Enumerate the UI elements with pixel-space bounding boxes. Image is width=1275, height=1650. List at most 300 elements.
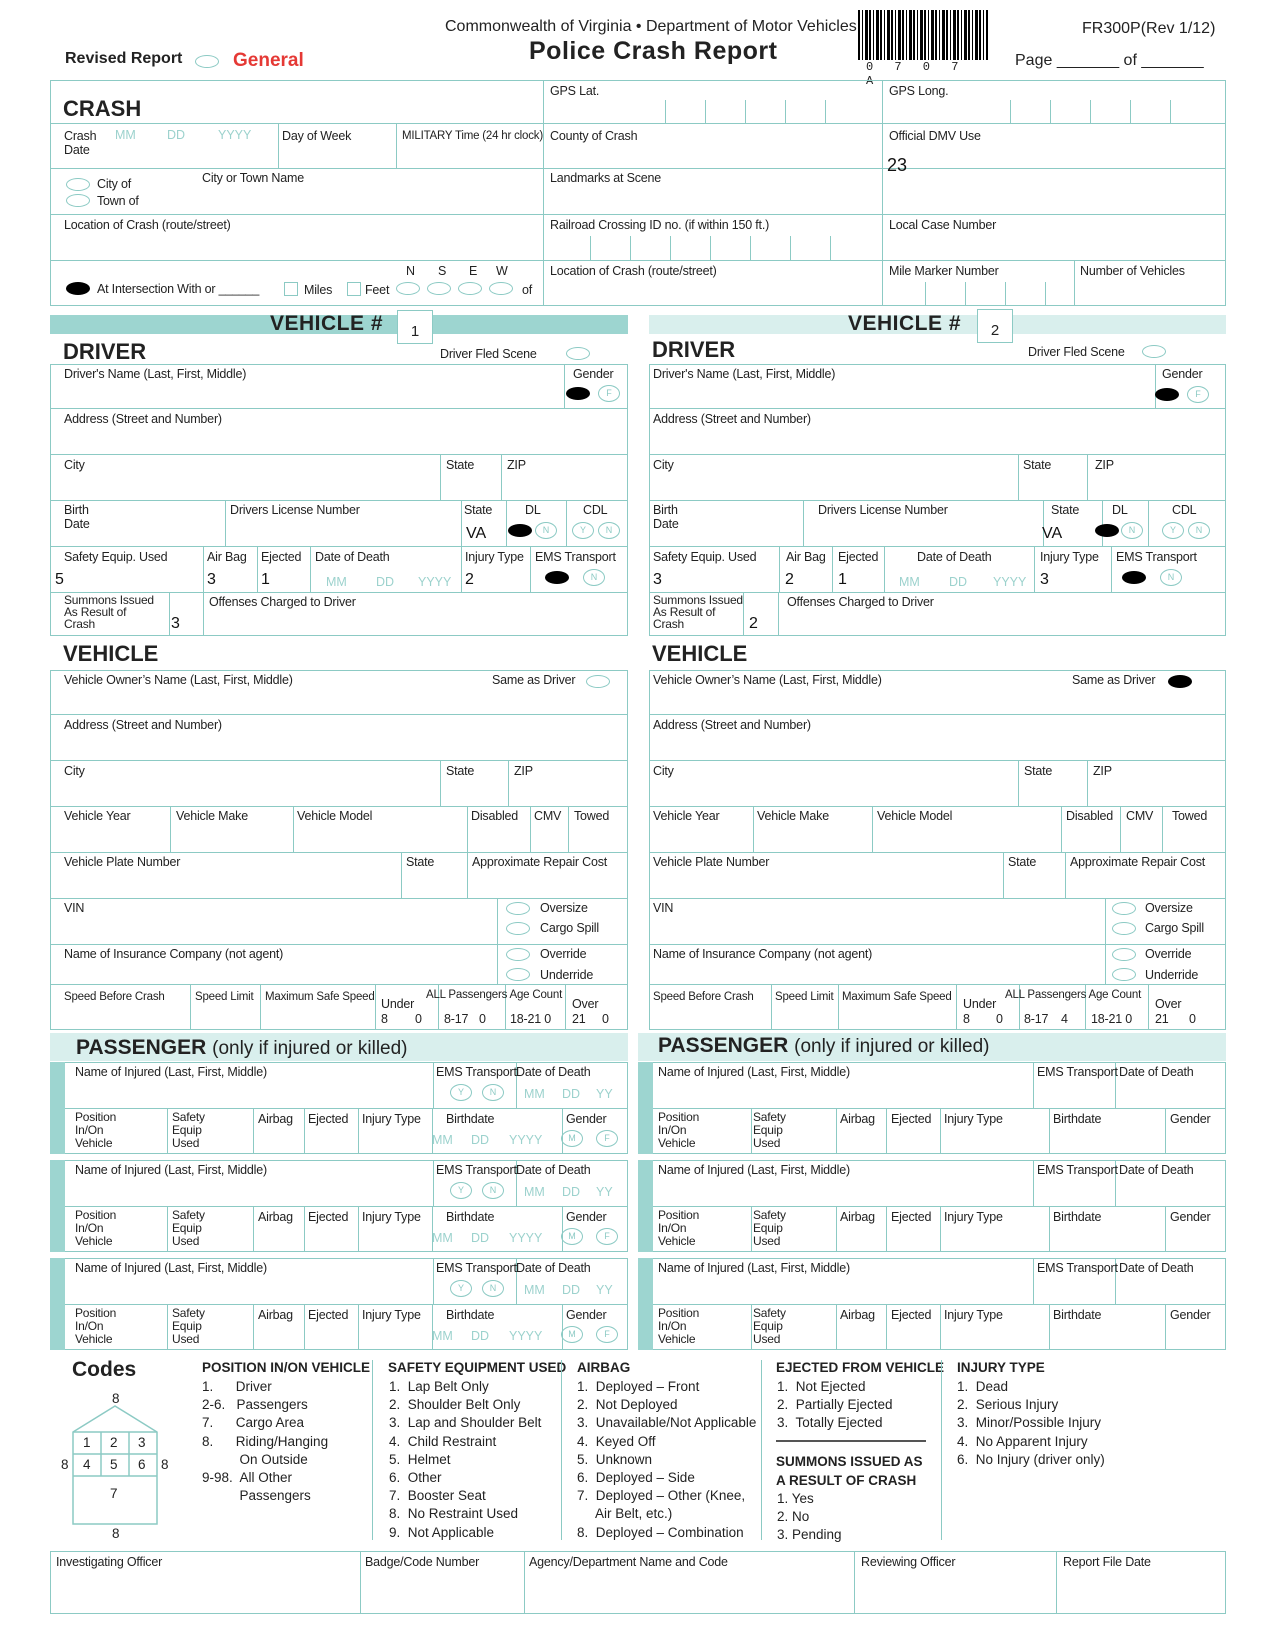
passenger-left-3-ems-y[interactable]: Y xyxy=(450,1280,472,1297)
west-radio[interactable] xyxy=(489,282,513,295)
passenger-right-3-col-divider xyxy=(1049,1304,1050,1350)
driver-1-dl-state: VA xyxy=(466,525,487,542)
driver-2-title: DRIVER xyxy=(652,337,736,362)
passenger-right-2-col-divider xyxy=(751,1206,752,1252)
vehicle-2-insurance-label: Name of Insurance Company (not agent) xyxy=(653,947,873,961)
passenger-left-2-name-label: Name of Injured (Last, First, Middle) xyxy=(75,1163,267,1177)
passenger-left-1-col-divider xyxy=(304,1108,305,1154)
passenger-left-3-death-label: Date of Death xyxy=(516,1261,591,1275)
passenger-right-2-name-label: Name of Injured (Last, First, Middle) xyxy=(658,1163,850,1177)
summons-codes-list: 1. Yes 2. No 3. Pending xyxy=(777,1491,842,1543)
vehicle-2-underride-radio[interactable] xyxy=(1112,968,1136,981)
vehicle-2-speed-limit-label: Speed Limit xyxy=(775,991,834,1003)
driver-2-gender-label: Gender xyxy=(1162,367,1203,381)
vehicle-1-city-label: City xyxy=(64,764,85,778)
ejected-codes-heading: EJECTED FROM VEHICLE xyxy=(776,1360,945,1375)
east-label: E xyxy=(469,264,478,278)
county-label: County of Crash xyxy=(550,129,638,143)
vehicle-2-speed-before-label: Speed Before Crash xyxy=(653,991,754,1003)
passenger-left-2-stripe xyxy=(50,1160,65,1252)
diagram-seat-7: 7 xyxy=(110,1486,118,1501)
passenger-right-1-death-label: Date of Death xyxy=(1119,1065,1194,1079)
vehicle-2-section-title: VEHICLE xyxy=(652,641,748,666)
driver-1-ems-n[interactable]: N xyxy=(583,569,605,586)
driver-1-ejected-label: Ejected xyxy=(261,550,302,564)
vehicle-2-number[interactable]: 2 xyxy=(977,309,1013,343)
driver-2-airbag: 2 xyxy=(785,571,794,588)
vehicle-1-cargo-radio[interactable] xyxy=(506,922,530,935)
passenger-right-2-airbag-label: Airbag xyxy=(840,1210,875,1224)
passenger-right-1-col-divider xyxy=(836,1108,837,1154)
driver-2-gender-m[interactable] xyxy=(1155,388,1179,401)
passenger-left-1-gender-m[interactable]: M xyxy=(561,1130,583,1147)
vehicle-1-state-label: State xyxy=(446,764,475,778)
railroad-label: Railroad Crossing ID no. (if within 150 ft.) xyxy=(550,218,770,232)
passenger-left-1-col-divider xyxy=(432,1108,433,1154)
vehicle-1-override-label: Override xyxy=(540,947,587,961)
passenger-left-1-gender-f[interactable]: F xyxy=(596,1130,618,1147)
passenger-right-2-ejected-label: Ejected xyxy=(891,1210,932,1224)
passenger-right-3-stripe xyxy=(638,1258,653,1350)
at-intersection-label: At Intersection With or ______ xyxy=(97,282,260,296)
passenger-left-1-airbag-label: Airbag xyxy=(258,1112,293,1126)
driver-1-fled-radio[interactable] xyxy=(566,347,590,360)
passenger-right-3-airbag-label: Airbag xyxy=(840,1308,875,1322)
safety-codes-heading: SAFETY EQUIPMENT USED xyxy=(388,1360,567,1375)
vehicle-1-plate-label: Vehicle Plate Number xyxy=(64,855,181,869)
vehicle-2-under-label: Under xyxy=(963,997,997,1011)
passenger-left-1-name-label: Name of Injured (Last, First, Middle) xyxy=(75,1065,267,1079)
vehicle-1-under-count: 0 xyxy=(415,1012,422,1026)
passenger-left-1-ems-label: EMS Transport xyxy=(436,1065,517,1079)
passenger-left-3-gender-label: Gender xyxy=(566,1308,607,1322)
reviewing-officer-label: Reviewing Officer xyxy=(861,1555,956,1569)
passenger-left-2-death-mm: MM xyxy=(524,1185,545,1199)
driver-1-airbag-label: Air Bag xyxy=(207,550,247,564)
gps-lat-label: GPS Lat. xyxy=(550,84,600,98)
vehicle-1-vin-label: VIN xyxy=(64,901,85,915)
driver-1-dl-label: DL xyxy=(525,503,541,517)
passenger-right-1-col-divider xyxy=(1033,1062,1034,1108)
mile-marker-label: Mile Marker Number xyxy=(889,264,999,278)
passenger-left-2-gender-f[interactable]: F xyxy=(596,1228,618,1245)
passenger-left-3-safety-label: Safety Equip Used xyxy=(172,1306,205,1346)
vehicle-1-model-label: Vehicle Model xyxy=(297,809,373,823)
vehicle-2-over-label: Over xyxy=(1155,997,1182,1011)
passenger-right-3-gender-label: Gender xyxy=(1170,1308,1211,1322)
vehicle-2-under-age: 8 xyxy=(963,1012,970,1026)
driver-2-injury-label: Injury Type xyxy=(1040,550,1099,564)
passenger-1-title-text: PASSENGER xyxy=(76,1036,207,1059)
landmarks-label: Landmarks at Scene xyxy=(550,171,662,185)
passenger-right-2-ems-label: EMS Transport xyxy=(1037,1163,1118,1177)
miles-checkbox[interactable] xyxy=(284,282,298,296)
driver-2-ejected: 1 xyxy=(838,571,847,588)
passenger-right-3-safety-label: Safety Equip Used xyxy=(753,1306,786,1346)
diagram-seat-1: 1 xyxy=(83,1435,91,1450)
driver-1-summons-label: Summons Issued As Result of Crash xyxy=(64,593,154,631)
at-intersection-radio[interactable] xyxy=(66,282,90,295)
passenger-2-title xyxy=(658,1034,990,1058)
passenger-left-2-col-divider xyxy=(562,1206,563,1252)
vehicle-2-over-count: 0 xyxy=(1189,1012,1196,1026)
passenger-left-3-stripe xyxy=(50,1258,65,1350)
passenger-left-1-ems-n[interactable]: N xyxy=(482,1084,504,1101)
driver-2-zip-label: ZIP xyxy=(1095,458,1114,472)
airbag-codes-list: 1. Deployed – Front 2. Not Deployed 3. Unavailable/Not Applicable 4. Keyed Off 5. Unknown 6. Deployed – Side 7. Deployed – Other (Knee, Air Belt, etc.) 8. Deployed – Combination xyxy=(577,1379,757,1540)
driver-1-ems-y[interactable] xyxy=(545,571,569,584)
vehicle-1-title: VEHICLE # xyxy=(270,312,384,335)
driver-2-death-yyyy: YYYY xyxy=(993,575,1027,589)
town-of-radio[interactable] xyxy=(66,194,90,207)
crash-date-mm: MM xyxy=(115,128,136,142)
driver-2-offenses-label: Offenses Charged to Driver xyxy=(787,595,934,609)
vehicle-2-oversize-radio[interactable] xyxy=(1112,902,1136,915)
passenger-2-title-text: PASSENGER xyxy=(658,1034,789,1057)
passenger-left-3-ejected-label: Ejected xyxy=(308,1308,349,1322)
diagram-bottom: 8 xyxy=(112,1526,120,1541)
vehicle-1-underride-radio[interactable] xyxy=(506,968,530,981)
driver-1-death-label: Date of Death xyxy=(315,550,390,564)
vehicle-2-plate-label: Vehicle Plate Number xyxy=(653,855,770,869)
passenger-left-1-birth-mm: MM xyxy=(432,1133,453,1147)
vehicle-1-repair-label: Approximate Repair Cost xyxy=(472,855,608,869)
driver-1-cdl-n[interactable]: N xyxy=(598,522,620,539)
injury-codes-list: 1. Dead 2. Serious Injury 3. Minor/Possible Injury 4. No Apparent Injury 6. No Injury (driver only) xyxy=(957,1379,1105,1467)
passenger-right-2-stripe xyxy=(638,1160,653,1252)
barcode xyxy=(858,10,988,60)
driver-2-dl-state-label: State xyxy=(1051,503,1080,517)
vehicle-1-oversize-radio[interactable] xyxy=(506,902,530,915)
passenger-left-2-birth-mm: MM xyxy=(432,1231,453,1245)
passenger-left-1-col-divider xyxy=(433,1062,434,1108)
airbag-codes-heading: AIRBAG xyxy=(577,1360,631,1375)
revised-report-radio[interactable] xyxy=(195,55,219,68)
vehicle-2-vin-label: VIN xyxy=(653,901,674,915)
crash-date-yyyy: YYYY xyxy=(218,128,252,142)
driver-2-ems-y[interactable] xyxy=(1122,571,1146,584)
vehicle-2-year-label: Vehicle Year xyxy=(653,809,720,823)
day-of-week-label: Day of Week xyxy=(282,129,352,143)
vehicle-1-plate-state-label: State xyxy=(406,855,435,869)
passenger-right-2-col-divider xyxy=(940,1206,941,1252)
vehicle-2-zip-label: ZIP xyxy=(1093,764,1112,778)
driver-2-death-dd: DD xyxy=(949,575,968,589)
driver-2-ejected-label: Ejected xyxy=(838,550,879,564)
passenger-left-2-injury-label: Injury Type xyxy=(362,1210,421,1224)
vehicle-1-over-label: Over xyxy=(572,997,599,1011)
driver-1-ems-label: EMS Transport xyxy=(535,550,616,564)
barcode-text: 0 7 0 7 A xyxy=(866,60,986,88)
feet-label: Feet xyxy=(365,283,390,297)
vehicle-2-1821-count: 18-21 0 xyxy=(1091,1012,1132,1026)
passenger-left-2-col-divider xyxy=(253,1206,254,1252)
num-vehicles-label: Number of Vehicles xyxy=(1080,264,1185,278)
passenger-right-3-col-divider xyxy=(836,1304,837,1350)
passenger-left-3-col-divider xyxy=(167,1304,168,1350)
passenger-left-1-col-divider xyxy=(167,1108,168,1154)
passenger-right-2-birthdate-label: Birthdate xyxy=(1053,1210,1102,1224)
passenger-2-note: (only if injured or killed) xyxy=(794,1036,990,1057)
passenger-right-1-col-divider xyxy=(1165,1108,1166,1154)
passenger-right-1-ejected-label: Ejected xyxy=(891,1112,932,1126)
passenger-right-1-ems-label: EMS Transport xyxy=(1037,1065,1118,1079)
passenger-left-2-ems-label: EMS Transport xyxy=(436,1163,517,1177)
diagram-left: 8 xyxy=(61,1457,69,1472)
driver-1-injury: 2 xyxy=(465,571,474,588)
driver-1-address-label: Address (Street and Number) xyxy=(64,412,222,426)
vehicle-2-cargo-radio[interactable] xyxy=(1112,922,1136,935)
city-of-label: City of xyxy=(97,177,132,191)
vehicle-2-under-count: 0 xyxy=(996,1012,1003,1026)
gps-long-label: GPS Long. xyxy=(889,84,949,98)
vehicle-2-underride-label: Underride xyxy=(1145,968,1199,982)
passenger-left-3-injury-label: Injury Type xyxy=(362,1308,421,1322)
passenger-left-2-ejected-label: Ejected xyxy=(308,1210,349,1224)
driver-1-gender-f[interactable]: F xyxy=(598,385,620,402)
passenger-right-1-safety-label: Safety Equip Used xyxy=(753,1110,786,1150)
driver-2-ems-n[interactable]: N xyxy=(1160,569,1182,586)
passenger-right-1-injury-label: Injury Type xyxy=(944,1112,1003,1126)
vehicle-2-over-age: 21 xyxy=(1155,1012,1169,1026)
vehicle-2-same-label: Same as Driver xyxy=(1072,673,1156,687)
passenger-left-3-gender-m[interactable]: M xyxy=(561,1326,583,1343)
driver-1-title: DRIVER xyxy=(63,339,147,364)
passenger-right-1-stripe xyxy=(638,1062,653,1154)
driver-2-dl-n[interactable]: N xyxy=(1121,522,1143,539)
passenger-right-3-col-divider xyxy=(886,1304,887,1350)
driver-1-zip-label: ZIP xyxy=(507,458,526,472)
vehicle-1-insurance-label: Name of Insurance Company (not agent) xyxy=(64,947,284,961)
passenger-left-2-col-divider xyxy=(433,1160,434,1206)
vehicle-2-title: VEHICLE # xyxy=(848,312,962,335)
passenger-left-2-col-divider xyxy=(358,1206,359,1252)
form-id: FR300P(Rev 1/12) xyxy=(1082,20,1216,37)
vehicle-1-cargo-label: Cargo Spill xyxy=(540,921,599,935)
crash-section-title: CRASH xyxy=(63,96,142,121)
driver-2-cdl-y[interactable]: Y xyxy=(1162,522,1184,539)
ejected-codes-list: 1. Not Ejected 2. Partially Ejected 3. Totally Ejected xyxy=(777,1379,893,1431)
investigating-officer-label: Investigating Officer xyxy=(56,1555,163,1569)
driver-2-ems-label: EMS Transport xyxy=(1116,550,1197,564)
vehicle-2-max-safe-label: Maximum Safe Speed xyxy=(842,991,952,1003)
report-file-date-label: Report File Date xyxy=(1063,1555,1151,1569)
driver-2-injury: 3 xyxy=(1040,571,1049,588)
passenger-left-3-death-mm: MM xyxy=(524,1283,545,1297)
passenger-right-3-col-divider xyxy=(1165,1304,1166,1350)
driver-1-birthdate-label: Birth Date xyxy=(64,503,90,531)
passenger-left-2-col-divider xyxy=(432,1206,433,1252)
location2-label: Location of Crash (route/street) xyxy=(550,264,717,278)
driver-1-dl-n[interactable]: N xyxy=(535,522,557,539)
passenger-left-2-position-label: Position In/On Vehicle xyxy=(75,1208,117,1248)
driver-1-city-label: City xyxy=(64,458,85,472)
driver-2-death-mm: MM xyxy=(899,575,920,589)
vehicle-1-underride-label: Underride xyxy=(540,968,594,982)
passenger-right-1-birthdate-label: Birthdate xyxy=(1053,1112,1102,1126)
passenger-left-1-birthdate-label: Birthdate xyxy=(446,1112,495,1126)
vehicle-1-1821-count: 18-21 0 xyxy=(510,1012,551,1026)
passenger-right-1-airbag-label: Airbag xyxy=(840,1112,875,1126)
driver-1-cdl-y[interactable]: Y xyxy=(572,522,594,539)
agency-label: Agency/Department Name and Code xyxy=(529,1555,728,1569)
passenger-right-2-col-divider xyxy=(836,1206,837,1252)
passenger-left-1-injury-label: Injury Type xyxy=(362,1112,421,1126)
driver-2-summons: 2 xyxy=(749,615,758,632)
vehicle-1-override-radio[interactable] xyxy=(506,948,530,961)
passenger-left-3-col-divider xyxy=(433,1258,434,1304)
page-title: Police Crash Report xyxy=(529,37,778,65)
driver-2-safety-label: Safety Equip. Used xyxy=(653,550,757,564)
passenger-left-1-gender-label: Gender xyxy=(566,1112,607,1126)
driver-1-offenses-label: Offenses Charged to Driver xyxy=(209,595,356,609)
vehicle-1-make-label: Vehicle Make xyxy=(176,809,248,823)
driver-1-airbag: 3 xyxy=(207,571,216,588)
passenger-left-2-col-divider xyxy=(167,1206,168,1252)
passenger-left-2-gender-m[interactable]: M xyxy=(561,1228,583,1245)
driver-1-gender-label: Gender xyxy=(573,367,614,381)
passenger-right-1-position-label: Position In/On Vehicle xyxy=(658,1110,700,1150)
miles-label: Miles xyxy=(304,283,333,297)
driver-1-cdl-label: CDL xyxy=(583,503,608,517)
of-label: of xyxy=(522,283,533,297)
vehicle-1-disabled-label: Disabled xyxy=(471,809,519,823)
passenger-1-title xyxy=(76,1036,408,1060)
vehicle-1-under-age: 8 xyxy=(381,1012,388,1026)
vehicle-2-override-radio[interactable] xyxy=(1112,948,1136,961)
passenger-right-3-death-label: Date of Death xyxy=(1119,1261,1194,1275)
driver-1-fled-label: Driver Fled Scene xyxy=(440,347,537,361)
passenger-left-1-ejected-label: Ejected xyxy=(308,1112,349,1126)
vehicle-1-address-label: Address (Street and Number) xyxy=(64,718,222,732)
passenger-left-3-birthdate-label: Birthdate xyxy=(446,1308,495,1322)
passenger-left-3-col-divider xyxy=(562,1304,563,1350)
north-label: N xyxy=(406,264,415,278)
vehicle-1-same-radio[interactable] xyxy=(586,675,610,688)
vehicle-2-state-label: State xyxy=(1024,764,1053,778)
passenger-left-2-airbag-label: Airbag xyxy=(258,1210,293,1224)
passenger-left-2-gender-label: Gender xyxy=(566,1210,607,1224)
passenger-left-2-death-label: Date of Death xyxy=(516,1163,591,1177)
passenger-left-1-safety-label: Safety Equip Used xyxy=(172,1110,205,1150)
vehicle-1-same-label: Same as Driver xyxy=(492,673,576,687)
passenger-left-3-gender-f[interactable]: F xyxy=(596,1326,618,1343)
vehicle-1-817-count: 0 xyxy=(479,1012,486,1026)
passenger-right-3-name-label: Name of Injured (Last, First, Middle) xyxy=(658,1261,850,1275)
vehicle-2-owner-label: Vehicle Owner’s Name (Last, First, Middle) xyxy=(653,673,882,687)
driver-2-dl-number-label: Drivers License Number xyxy=(818,503,948,517)
east-radio[interactable] xyxy=(458,282,482,295)
passenger-right-3-col-divider xyxy=(1033,1258,1034,1304)
driver-2-birthdate-label: Birth Date xyxy=(653,503,679,531)
driver-1-death-dd: DD xyxy=(376,575,395,589)
report-type: General xyxy=(233,50,304,71)
driver-1-dl-y[interactable] xyxy=(508,524,532,537)
south-radio[interactable] xyxy=(427,282,451,295)
diagram-top: 8 xyxy=(112,1391,120,1406)
passenger-right-2-col-divider xyxy=(886,1206,887,1252)
passenger-left-3-death-yy: YY xyxy=(596,1283,613,1297)
passenger-left-2-ems-y[interactable]: Y xyxy=(450,1182,472,1199)
driver-2-gender-f[interactable]: F xyxy=(1187,386,1209,403)
passenger-left-2-death-yy: YY xyxy=(596,1185,613,1199)
passenger-left-3-ems-n[interactable]: N xyxy=(482,1280,504,1297)
official-dmv-label: Official DMV Use xyxy=(889,129,981,143)
passenger-left-1-death-yy: YY xyxy=(596,1087,613,1101)
driver-2-dl-label: DL xyxy=(1112,503,1128,517)
passenger-left-1-col-divider xyxy=(358,1108,359,1154)
driver-2-cdl-label: CDL xyxy=(1172,503,1197,517)
driver-2-airbag-label: Air Bag xyxy=(786,550,826,564)
crash-date-label: Crash Date xyxy=(64,129,97,157)
vehicle-1-number[interactable]: 1 xyxy=(397,310,433,344)
vehicle-2-same-radio[interactable] xyxy=(1168,675,1192,688)
passenger-right-2-col-divider xyxy=(1033,1160,1034,1206)
south-label: S xyxy=(438,264,447,278)
passenger-left-3-col-divider xyxy=(432,1304,433,1350)
driver-2-cdl-n[interactable]: N xyxy=(1188,522,1210,539)
driver-1-summons: 3 xyxy=(171,615,180,632)
vehicle-2-cargo-label: Cargo Spill xyxy=(1145,921,1204,935)
driver-2-death-label: Date of Death xyxy=(917,550,992,564)
passenger-left-2-col-divider xyxy=(304,1206,305,1252)
passenger-left-3-col-divider xyxy=(358,1304,359,1350)
passenger-left-1-position-label: Position In/On Vehicle xyxy=(75,1110,117,1150)
vehicle-1-cmv-label: CMV xyxy=(534,809,562,823)
passenger-right-1-col-divider xyxy=(1049,1108,1050,1154)
passenger-right-2-gender-label: Gender xyxy=(1170,1210,1211,1224)
passenger-left-1-ems-y[interactable]: Y xyxy=(450,1084,472,1101)
vehicle-2-repair-label: Approximate Repair Cost xyxy=(1070,855,1206,869)
passenger-left-3-airbag-label: Airbag xyxy=(258,1308,293,1322)
passenger-left-2-ems-n[interactable]: N xyxy=(482,1182,504,1199)
vehicle-1-over-age: 21 xyxy=(572,1012,586,1026)
passenger-left-3-name-label: Name of Injured (Last, First, Middle) xyxy=(75,1261,267,1275)
city-of-radio[interactable] xyxy=(66,178,90,191)
vehicle-1-speed-before-label: Speed Before Crash xyxy=(64,991,165,1003)
passenger-left-1-death-mm: MM xyxy=(524,1087,545,1101)
driver-2-dl-y[interactable] xyxy=(1095,524,1119,537)
passenger-left-2-safety-label: Safety Equip Used xyxy=(172,1208,205,1248)
driver-1-injury-label: Injury Type xyxy=(465,550,524,564)
driver-2-name-label: Driver's Name (Last, First, Middle) xyxy=(653,367,836,381)
passenger-right-3-birthdate-label: Birthdate xyxy=(1053,1308,1102,1322)
passenger-left-2-birth-yyyy: YYYY xyxy=(509,1231,543,1245)
passenger-left-3-divider xyxy=(65,1304,628,1305)
vehicle-1-section-title: VEHICLE xyxy=(63,641,159,666)
passenger-right-3-col-divider xyxy=(940,1304,941,1350)
driver-1-death-mm: MM xyxy=(326,575,347,589)
north-radio[interactable] xyxy=(396,282,420,295)
diagram-right: 8 xyxy=(161,1457,169,1472)
passenger-left-2-death-dd: DD xyxy=(562,1185,581,1199)
diagram-seat-5: 5 xyxy=(110,1457,118,1472)
vehicle-1-speed-limit-label: Speed Limit xyxy=(195,991,254,1003)
feet-checkbox[interactable] xyxy=(347,282,361,296)
vehicle-1-year-label: Vehicle Year xyxy=(64,809,131,823)
passenger-right-2-death-label: Date of Death xyxy=(1119,1163,1194,1177)
driver-2-fled-radio[interactable] xyxy=(1142,345,1166,358)
vehicle-1-oversize-label: Oversize xyxy=(540,901,588,915)
summons-codes-heading-2: A RESULT OF CRASH xyxy=(776,1473,917,1488)
injury-codes-heading: INJURY TYPE xyxy=(957,1360,1045,1375)
passenger-left-1-divider xyxy=(65,1108,628,1109)
passenger-left-1-col-divider xyxy=(562,1108,563,1154)
passenger-right-1-name-label: Name of Injured (Last, First, Middle) xyxy=(658,1065,850,1079)
vehicle-2-towed-label: Towed xyxy=(1172,809,1208,823)
driver-1-gender-m[interactable] xyxy=(566,387,590,400)
location-label: Location of Crash (route/street) xyxy=(64,218,231,232)
